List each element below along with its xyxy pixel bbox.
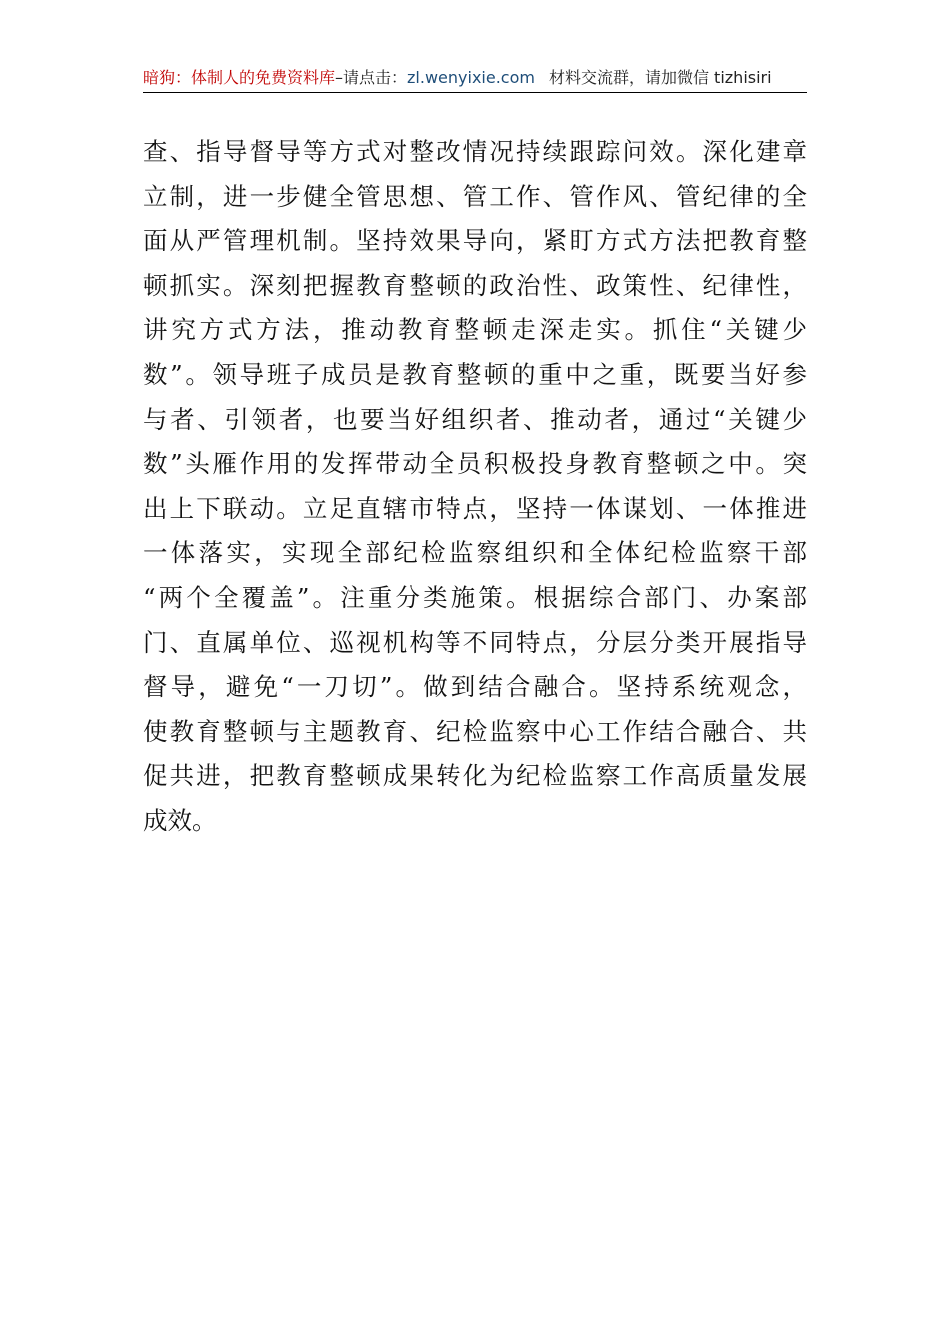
text-line: 门、直属单位、巡视机构等不同特点，分层分类开展指导 — [143, 627, 807, 657]
header-click-label: –请点击： — [335, 68, 408, 87]
text-line: 顿抓实。深刻把握教育整顿的政治性、政策性、纪律性， — [143, 270, 807, 300]
text-line: 督导，避免“一刀切”。做到结合融合。坚持系统观念， — [143, 672, 807, 702]
text-line: 成效。 — [143, 805, 217, 835]
text-line: 查、指导督导等方式对整改情况持续跟踪问效。深化建章 — [143, 137, 807, 166]
text-line: 面从严管理机制。坚持效果导向，紧盯方式方法把教育整 — [143, 226, 807, 256]
document-body — [143, 130, 807, 844]
text-line: 讲究方式方法，推动教育整顿走深走实。抓住“关键少 — [143, 315, 807, 345]
text-line: 与者、引领者，也要当好组织者、推动者，通过“关键少 — [143, 404, 807, 434]
header-wechat-note: 材料交流群，请加微信 tizhisiri — [548, 68, 772, 87]
header-site-name: 暗狗：体制人的免费资料库 — [143, 68, 336, 87]
text-line: 立制，进一步健全管思想、管工作、管作风、管纪律的全 — [143, 181, 807, 211]
text-line: 促共进，把教育整顿成果转化为纪检监察工作高质量发展 — [143, 761, 807, 791]
header-link[interactable]: zl.wenyixie.com — [407, 68, 535, 87]
text-line: 出上下联动。立足直辖市特点，坚持一体谋划、一体推进 — [143, 493, 807, 523]
page-header — [143, 66, 807, 93]
text-line: 数”。领导班子成员是教育整顿的重中之重，既要当好参 — [143, 359, 807, 389]
text-line: 一体落实，实现全部纪检监察组织和全体纪检监察干部 — [143, 538, 807, 568]
text-line: “两个全覆盖”。注重分类施策。根据综合部门、办案部 — [143, 582, 807, 612]
text-line: 使教育整顿与主题教育、纪检监察中心工作结合融合、共 — [143, 716, 807, 746]
text-line: 数”头雁作用的发挥带动全员积极投身教育整顿之中。突 — [143, 449, 807, 479]
